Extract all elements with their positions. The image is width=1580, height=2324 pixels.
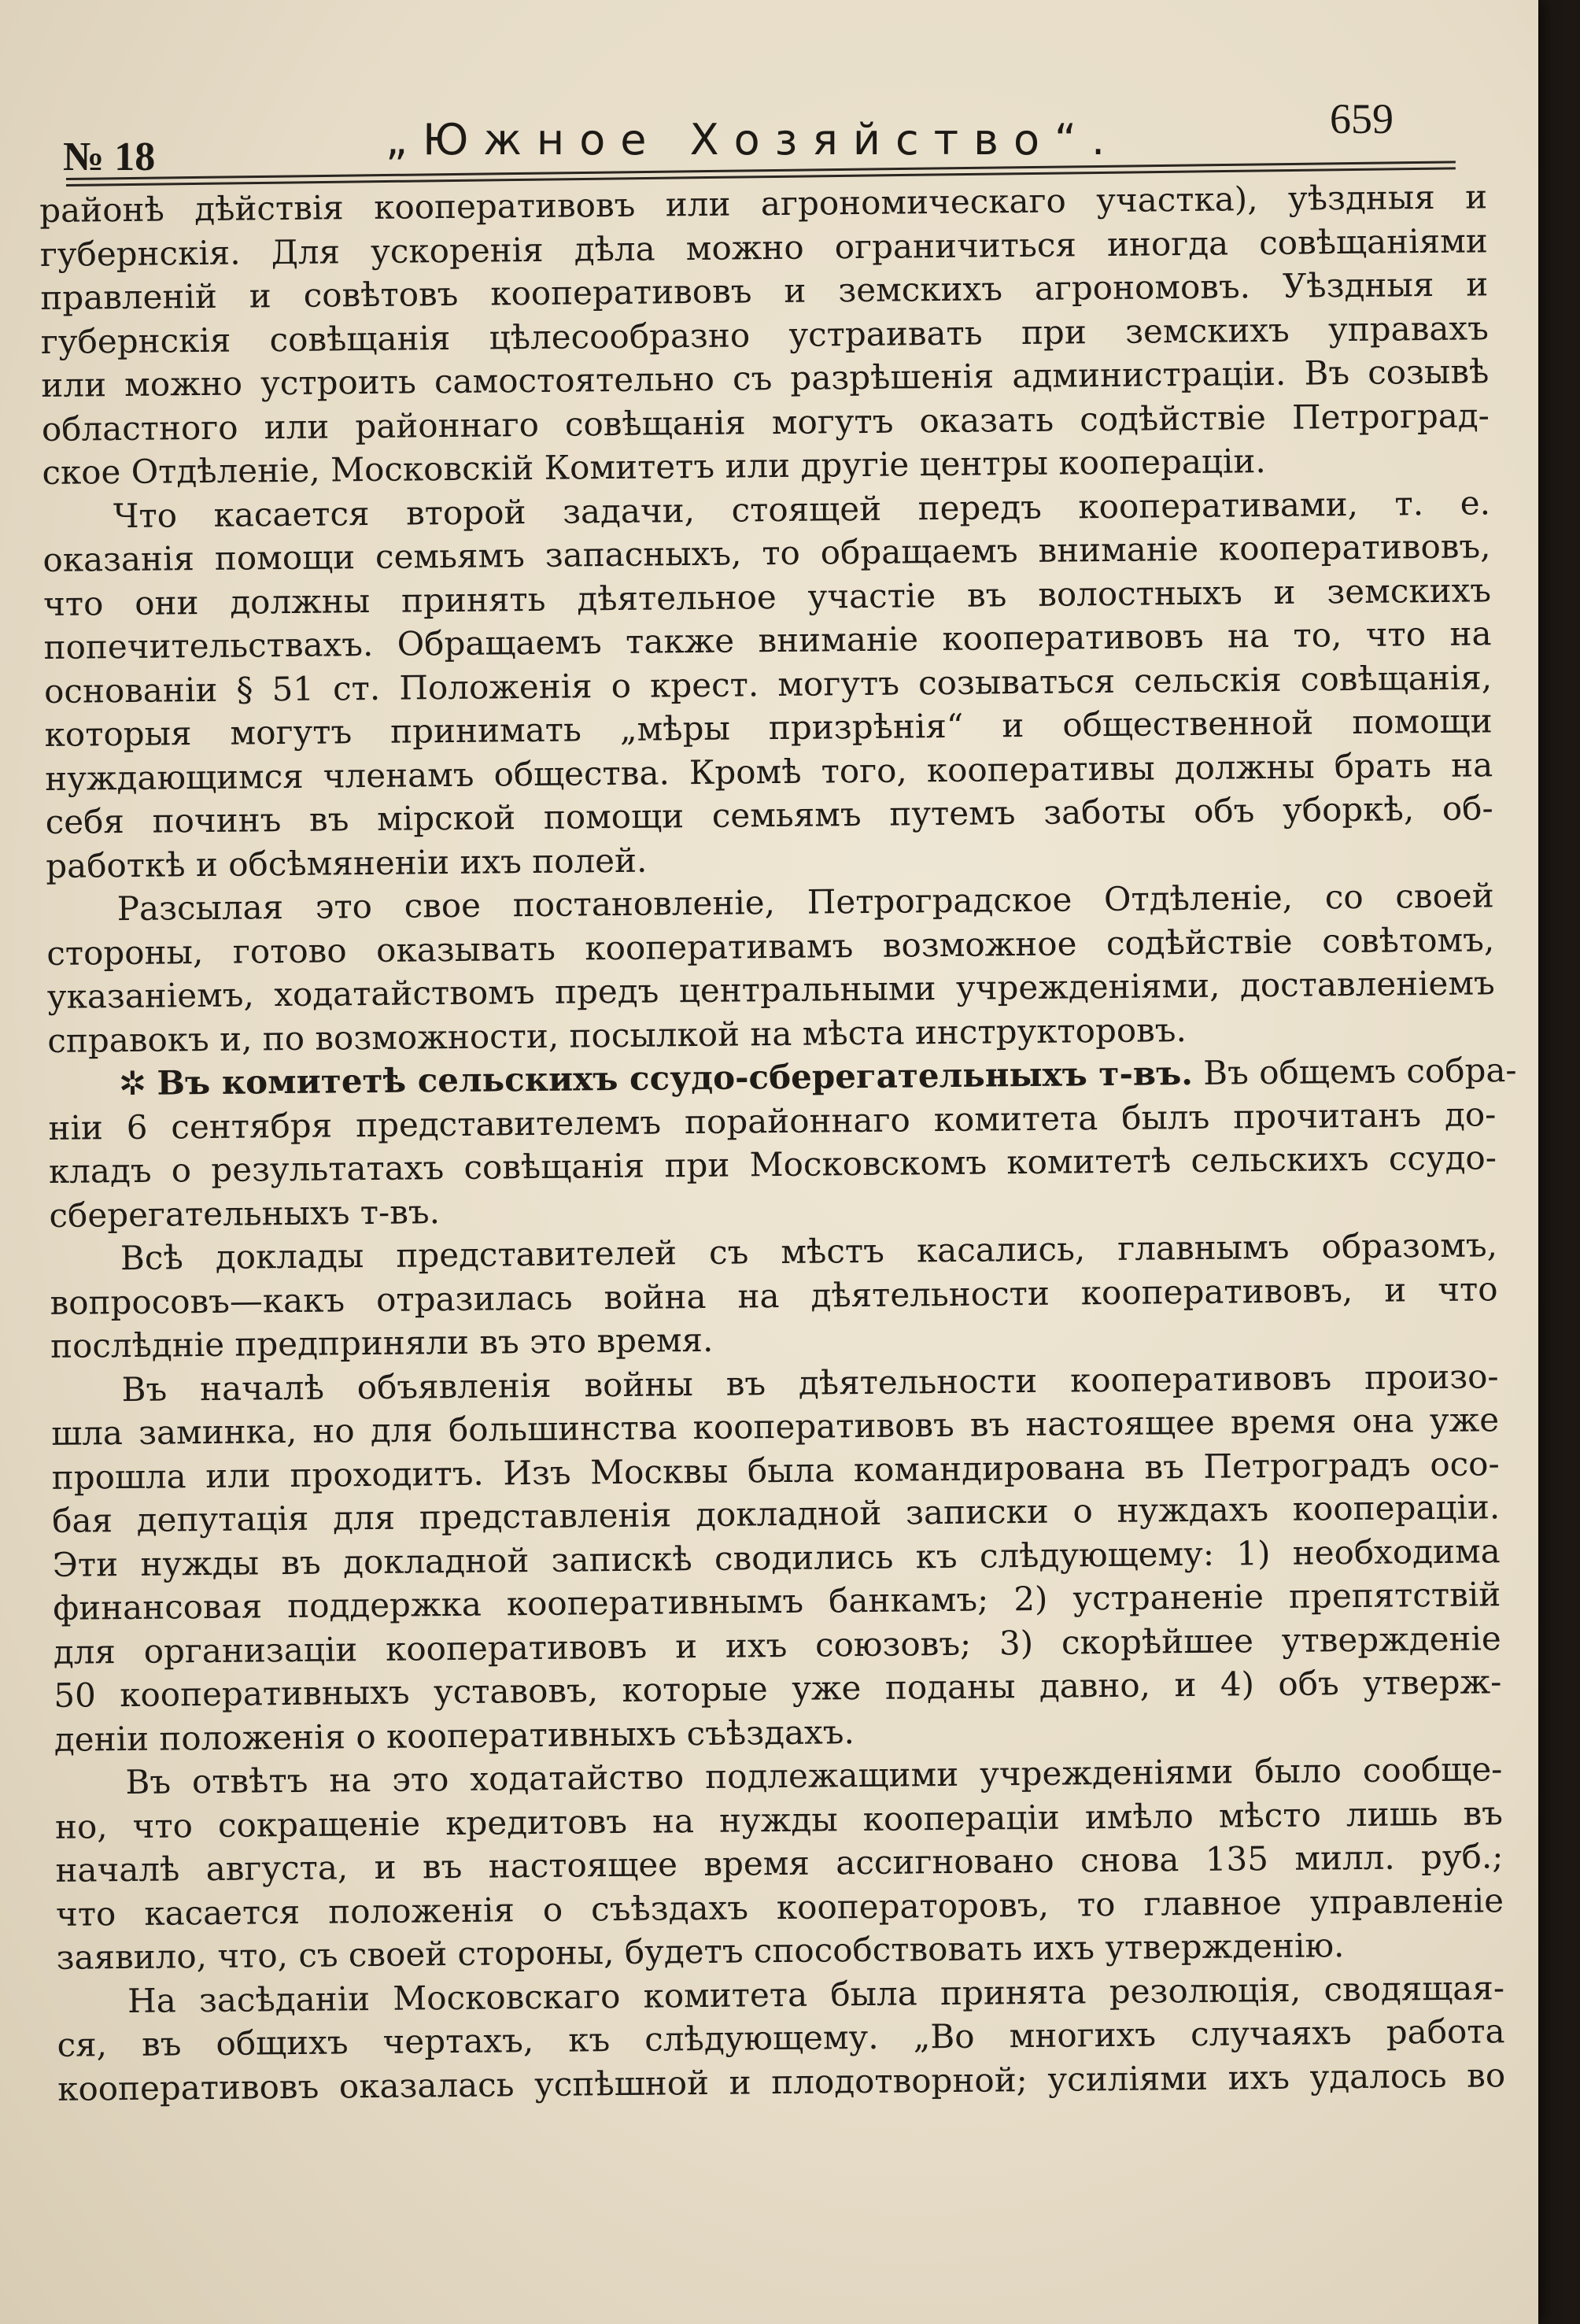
text-line: ся, въ общихъ чертахъ, къ слѣдующему. „Во многихъ случаяхъ работа	[57, 2012, 1505, 2064]
text-line: Въ началѣ объявленія войны въ дѣятельности кооперативовъ произо-	[121, 1356, 1499, 1409]
text-line: справокъ и, по возможности, посылкой на мѣста инструкторовъ.	[47, 1010, 1187, 1060]
text-line: но, что сокращеніе кредитовъ на нужды коопераціи имѣло мѣсто лишь въ	[54, 1793, 1504, 1846]
text-line: Въ общемъ собра-	[1203, 1051, 1517, 1092]
journal-title: „Южное Хозяйство“.	[386, 115, 1120, 164]
text-line: стороны, готово оказывать кооперативамъ возможное содѣйствіе совѣтомъ,	[46, 919, 1495, 973]
text-line: 50 кооперативныхъ уставовъ, которые уже поданы давно, и 4) объ утверж-	[54, 1662, 1502, 1715]
text-line: что касается положенія о съѣздахъ кооператоровъ, то главное управленіе	[55, 1880, 1504, 1934]
text-line: себя починъ въ мірской помощи семьямъ путемъ заботы объ уборкѣ, об-	[45, 789, 1493, 841]
text-line: областного или районнаго совѣщанія могутъ оказать содѣйствіе Петроград-	[41, 395, 1490, 449]
section-heading: Въ комитетѣ сельскихъ ссудо-сберегательныхъ т-въ.	[157, 1053, 1194, 1103]
text-line: Всѣ доклады представителей съ мѣстъ касались, главнымъ образомъ,	[120, 1225, 1498, 1278]
text-line: ское Отдѣленіе, Московскій Комитетъ или другіе центры коопераціи.	[42, 442, 1266, 492]
text-line: началѣ августа, и въ настоящее время ассигновано снова 135 милл. руб.;	[55, 1837, 1504, 1890]
page-number: 659	[1330, 95, 1394, 142]
section-marker-icon: ✲	[118, 1063, 147, 1103]
text-line: послѣдніе предприняли въ это время.	[50, 1320, 714, 1365]
text-line: Разсылая это свое постановленіе, Петроградское Отдѣленіе, со своей	[116, 876, 1494, 929]
text-line: бая депутація для представленія докладной записки о нуждахъ коопераціи.	[52, 1487, 1501, 1540]
text-line: финансовая поддержка кооперативнымъ банкамъ; 2) устраненіе препятствій	[53, 1575, 1501, 1628]
text-line: Эти нужды въ докладной запискѣ сводились къ слѣдующему: 1) необходима	[52, 1531, 1501, 1584]
text-line: деніи положенія о кооперативныхъ съѣздахъ.	[54, 1712, 855, 1759]
text-line: губернскія совѣщанія цѣлесообразно устраивать при земскихъ управахъ	[40, 308, 1490, 361]
text-line: кладъ о результатахъ совѣщанія при Московскомъ комитетѣ сельскихъ ссудо-	[48, 1138, 1497, 1191]
text-line: попечительствахъ. Обращаемъ также вниманіе кооперативовъ на то, что на	[43, 614, 1492, 667]
text-line: Въ отвѣтъ на это ходатайство подлежащими учрежденіями было сообще-	[125, 1749, 1503, 1802]
text-line: районѣ дѣйствія кооперативовъ или агрономическаго участка), уѣздныя и	[39, 177, 1488, 230]
page-header	[55, 87, 1456, 181]
text-line: сберегательныхъ т-въ.	[49, 1192, 441, 1235]
issue-number: № 18	[63, 135, 156, 179]
text-line: для организаціи кооперативовъ и ихъ союзовъ; 3) скорѣйшее утвержденіе	[53, 1618, 1501, 1672]
text-line: основаніи § 51 ст. Положенія о крест. могутъ созываться сельскія совѣщанія,	[43, 657, 1493, 711]
text-line: нуждающимся членамъ общества. Кромѣ того, кооперативы должны брать на	[44, 744, 1493, 798]
text-line: оказанія помощи семьямъ запасныхъ, то обращаемъ вниманіе кооперативовъ,	[42, 527, 1491, 579]
text-line: ніи 6 сентября представителемъ порайоннаго комитета былъ прочитанъ до-	[48, 1094, 1497, 1147]
text-line: или можно устроить самостоятельно съ разрѣшенія администраціи. Въ созывѣ	[41, 352, 1490, 405]
text-line: работкѣ и обсѣмяненіи ихъ полей.	[46, 841, 648, 885]
text-line: что они должны принять дѣятельное участіе въ волостныхъ и земскихъ	[42, 570, 1492, 623]
text-line: Что касается второй задачи, стоящей передъ кооперативами, т. е.	[113, 482, 1491, 535]
text-line: вопросовъ—какъ отразилась война на дѣятельности кооперативовъ, и что	[50, 1269, 1498, 1322]
text-line: губернскія. Для ускоренія дѣла можно ограничиться иногда совѣщаніями	[39, 220, 1488, 274]
text-line: которыя могутъ принимать „мѣры призрѣнія“ и общественной помощи	[44, 701, 1493, 754]
text-line: указаніемъ, ходатайствомъ предъ центральными учрежденіями, доставленіемъ	[46, 963, 1496, 1016]
text-line: правленій и совѣтовъ кооперативовъ и земскихъ агрономовъ. Уѣздныя и	[40, 264, 1489, 317]
text-line: заявило, что, съ своей стороны, будетъ способствовать ихъ утвержденію.	[56, 1926, 1345, 1977]
text-line: На засѣданіи Московскаго комитета была принята резолюція, сводящая-	[127, 1967, 1505, 2020]
text-line: шла заминка, но для большинства кооперативовъ въ настоящее время она уже	[50, 1400, 1500, 1453]
text-line: кооперативовъ оказалась успѣшной и плодотворной; усиліями ихъ удалось во	[57, 2055, 1506, 2108]
text-line: прошла или проходитъ. Изъ Москвы была командирована въ Петроградъ осо-	[51, 1443, 1500, 1497]
article-body	[39, 175, 1517, 2111]
